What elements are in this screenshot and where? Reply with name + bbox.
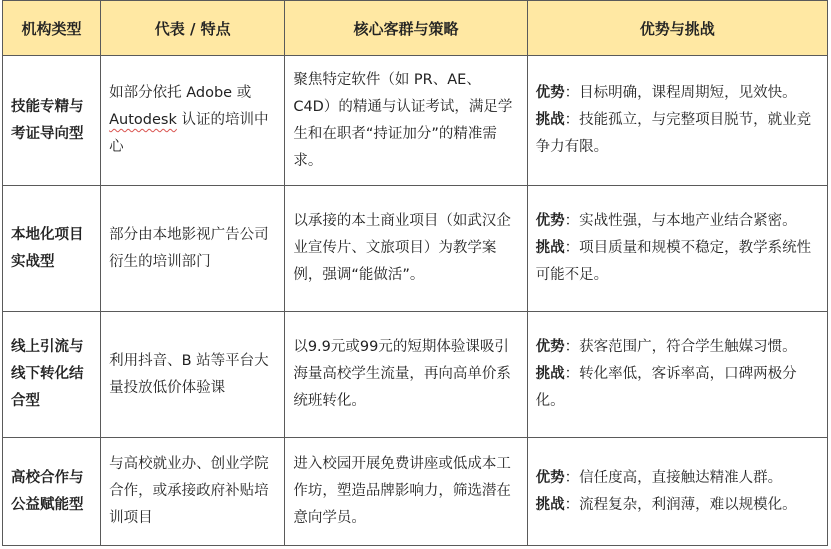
colon: ： [564, 112, 580, 128]
header-type: 机构类型 [3, 1, 101, 56]
advantage-label: 优势 [535, 339, 565, 355]
spellcheck-word: Autodesk [109, 112, 177, 128]
header-core-audience: 核心客群与策略 [285, 1, 527, 56]
challenge-line [536, 107, 817, 161]
table-row [3, 186, 828, 312]
representative-cell: 与高校就业办、创业学院合作，或承接政府补贴培训项目 [101, 438, 285, 546]
pros-cons-cell [527, 312, 827, 438]
comparison-table [2, 0, 828, 546]
advantage-line [536, 80, 817, 107]
advantage-text: 实战性强，与本地产业结合紧密。 [579, 213, 797, 229]
core-strategy-cell: 聚焦特定软件（如 PR、AE、C4D）的精通与认证考试，满足学生和在职者“持证加分”的精准需求。 [285, 56, 527, 186]
colon: ： [564, 469, 580, 486]
challenge-line [536, 492, 817, 519]
rep-text: 认证的培训中心 [109, 112, 269, 155]
colon: ： [564, 366, 580, 382]
core-strategy-cell: 进入校园开展免费讲座或低成本工作坊，塑造品牌影响力，筛选潜在意向学员。 [285, 438, 527, 546]
rep-text: 如部分依托 Adobe 或 [109, 85, 252, 101]
pros-cons-cell [527, 186, 827, 312]
colon: ： [564, 240, 580, 256]
representative-cell: 部分由本地影视广告公司衍生的培训部门 [101, 186, 285, 312]
table-row [3, 56, 828, 186]
core-strategy-cell: 以9.9元或99元的短期体验课吸引海量高校学生流量，再向高单价系统班转化。 [285, 312, 527, 438]
advantage-line [536, 465, 817, 492]
institution-type: 技能专精与考证导向型 [3, 56, 101, 186]
table-row [3, 438, 828, 546]
advantage-text: 信任度高，直接触达精准人群。 [579, 469, 783, 486]
advantage-label: 优势 [535, 469, 565, 486]
challenge-text: 项目质量和规模不稳定，教学系统性可能不足。 [535, 240, 812, 283]
representative-cell [101, 56, 285, 186]
institution-type: 高校合作与公益赋能型 [3, 438, 101, 546]
advantage-line [536, 334, 817, 361]
institution-type: 线上引流与线下转化结合型 [3, 312, 101, 438]
table-row [3, 312, 828, 438]
advantage-text: 目标明确，课程周期短，见效快。 [579, 85, 797, 101]
challenge-text: 技能孤立，与完整项目脱节，就业竞争力有限。 [535, 112, 812, 155]
colon: ： [564, 213, 580, 229]
advantage-line [536, 208, 817, 235]
challenge-label: 挑战 [535, 112, 565, 128]
advantage-text: 获客范围广，符合学生触媒习惯。 [579, 339, 797, 355]
header-pros-cons: 优势与挑战 [527, 1, 827, 56]
header-row [3, 1, 828, 56]
header-representative: 代表 / 特点 [101, 1, 285, 56]
pros-cons-cell [527, 56, 827, 186]
challenge-label: 挑战 [535, 240, 565, 256]
colon: ： [564, 496, 580, 513]
advantage-label: 优势 [535, 85, 565, 101]
challenge-text: 流程复杂，利润薄，难以规模化。 [579, 496, 797, 513]
challenge-label: 挑战 [535, 496, 565, 513]
core-strategy-cell: 以承接的本土商业项目（如武汉企业宣传片、文旅项目）为教学案例，强调“能做活”。 [285, 186, 527, 312]
advantage-label: 优势 [535, 213, 565, 229]
challenge-text: 转化率低，客诉率高，口碑两极分化。 [535, 366, 797, 409]
challenge-line [536, 235, 817, 289]
colon: ： [564, 85, 580, 101]
institution-type: 本地化项目实战型 [3, 186, 101, 312]
challenge-label: 挑战 [535, 366, 565, 382]
colon: ： [564, 339, 580, 355]
pros-cons-cell [527, 438, 827, 546]
challenge-line [536, 361, 817, 415]
representative-cell: 利用抖音、B 站等平台大量投放低价体验课 [101, 312, 285, 438]
